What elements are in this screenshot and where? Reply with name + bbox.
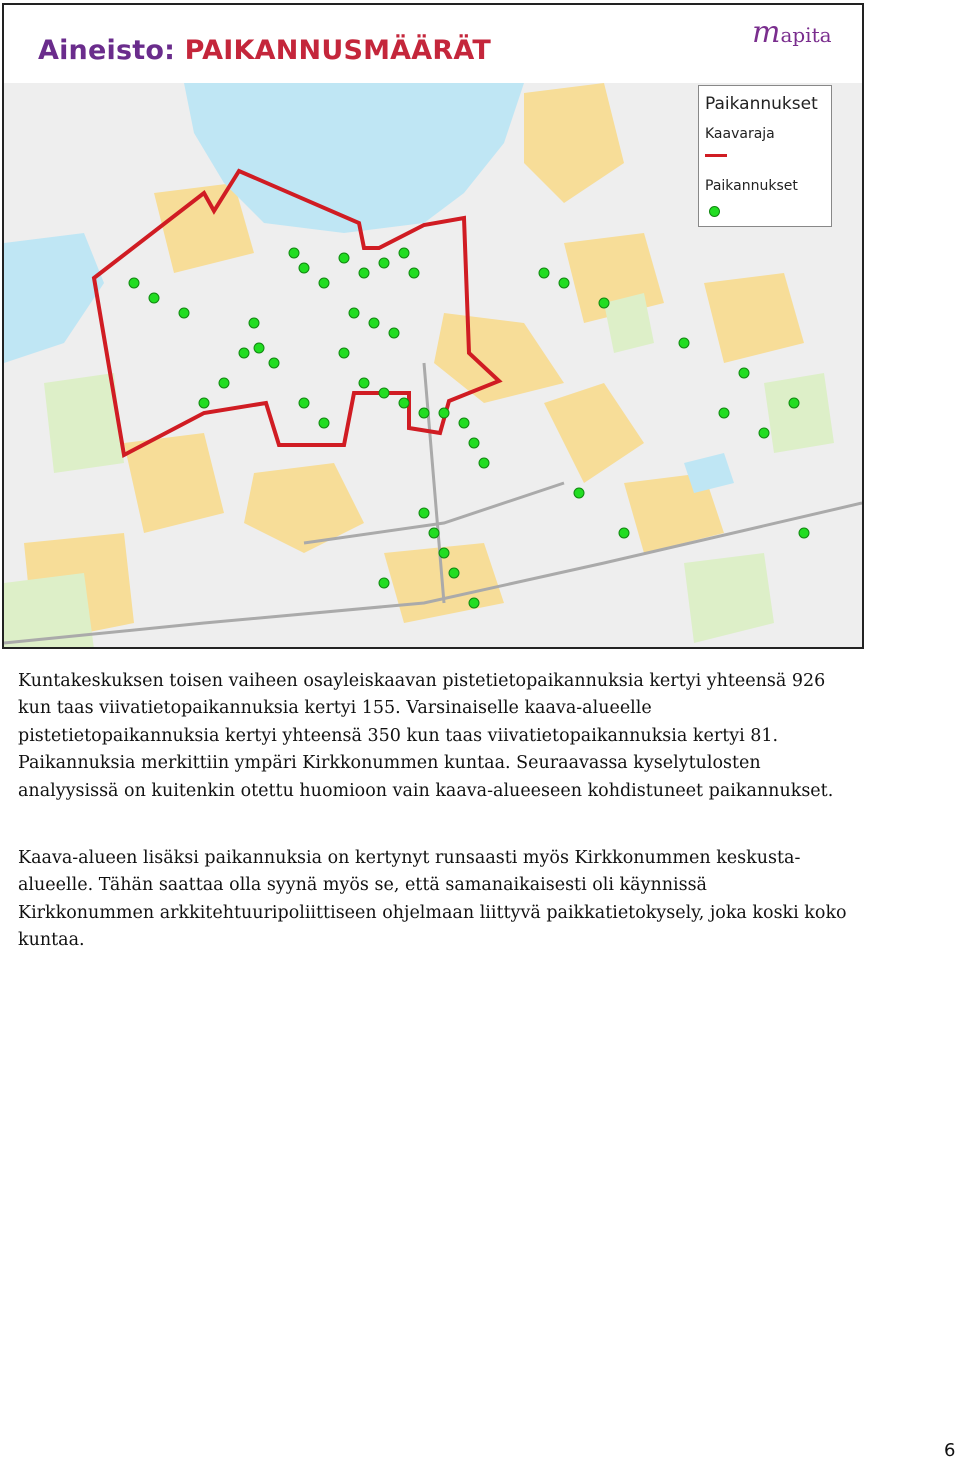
title-prefix: Aineisto: [38, 35, 185, 66]
page-number: 6 [944, 1440, 956, 1461]
slide-title [38, 35, 491, 66]
legend-points-label: Paikannukset [705, 178, 798, 194]
mapita-logo [752, 15, 862, 53]
body-paragraph-1: Kuntakeskuksen toisen vaiheen osayleiskaavan pistetietopaikannuksia kertyi yhteensä 926 kun taas viivatietopaikannuksia kertyi 155. Varsinaiselle kaava-alueelle pistetietopaikannuksia kertyi yhteensä 350 kun taas viivatietopaikannuksia kertyi 81. Paikannuksia merkittiin ympäri Kirkkonummen kuntaa. Seuraavassa kyselytulosten analyysissä on kuitenkin otettu huomioon vain kaava-alueeseen kohdistuneet paikannukset. [18, 671, 834, 801]
map-legend [698, 85, 832, 227]
logo-mark: m [752, 15, 781, 50]
slide [2, 3, 864, 649]
legend-title: Paikannukset [705, 94, 818, 114]
title-highlight: PAIKANNUSMÄÄRÄT [184, 35, 491, 66]
logo-text: apita [780, 23, 832, 47]
legend-point-icon [709, 206, 720, 217]
body-paragraph-2: Kaava-alueen lisäksi paikannuksia on kertynyt runsaasti myös Kirkkonummen keskusta-alueelle. Tähän saattaa olla syynä myös se, että samanaikaisesti oli käynnissä Kirkkonummen arkkitehtuuripoliittiseen ohjelmaan liittyvä paikkatietokysely, joka koski koko kuntaa. [18, 848, 847, 951]
legend-boundary-label: Kaavaraja [705, 126, 775, 142]
legend-boundary-line-icon [705, 154, 727, 157]
